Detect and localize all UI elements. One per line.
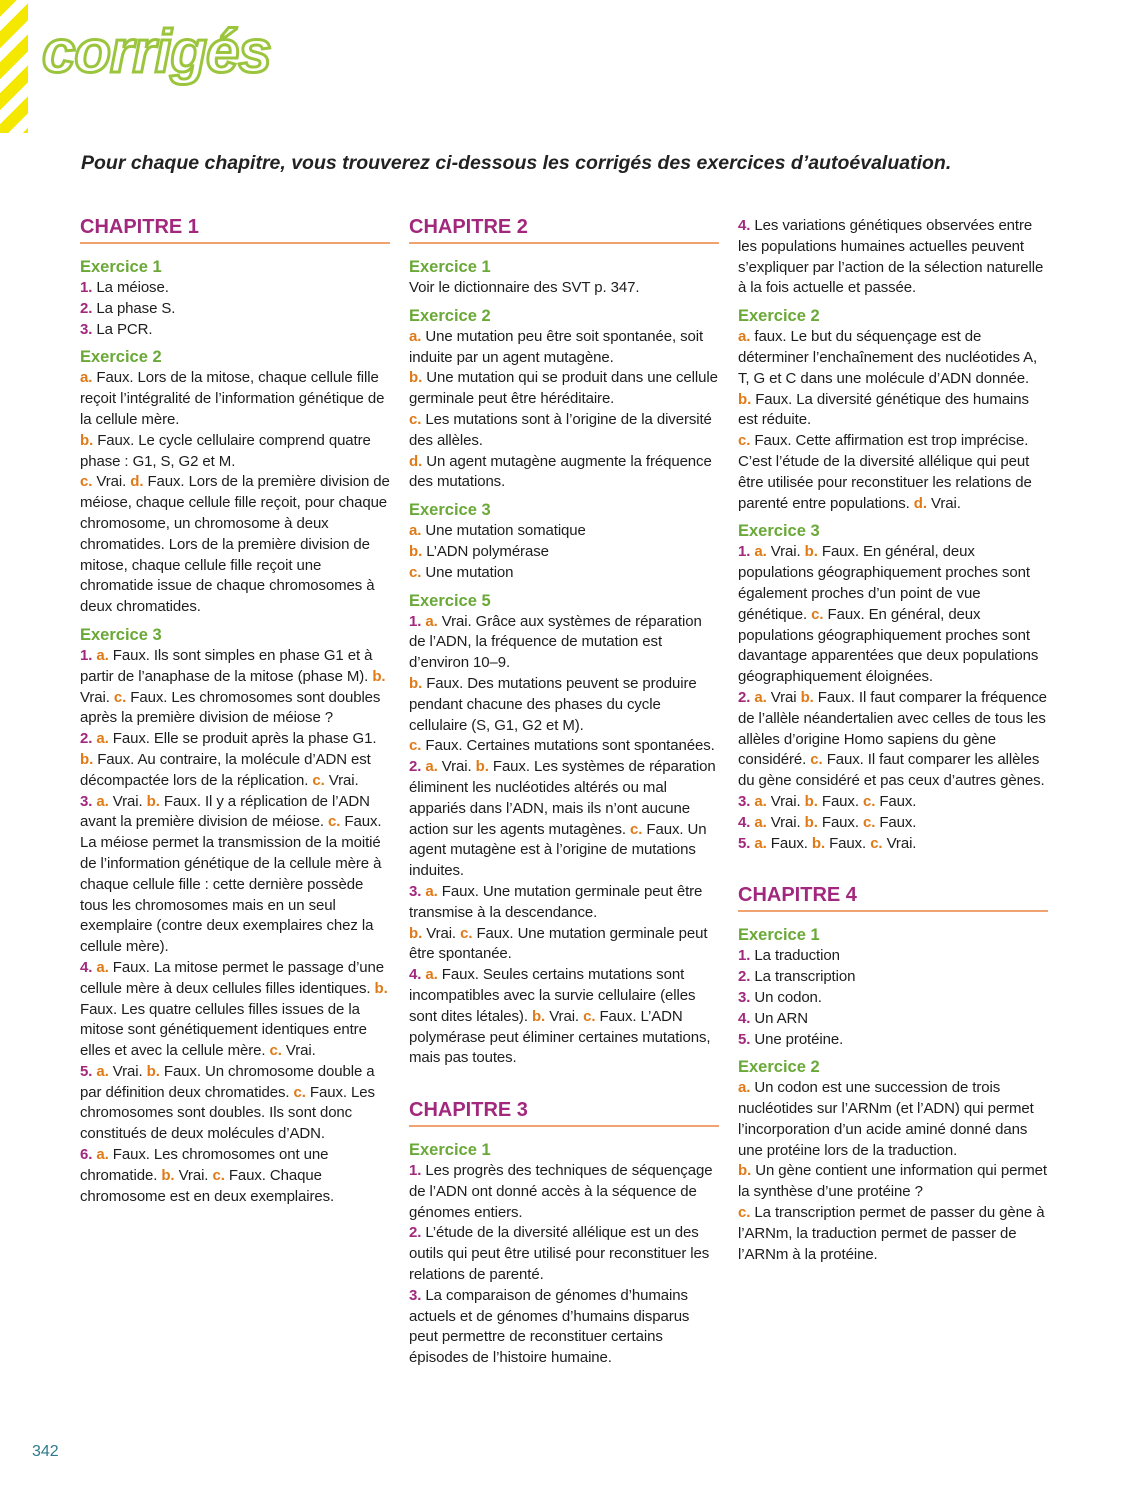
answer-item: 2. a. Vrai b. Faux. Il faut comparer la fréquence de l’allèle néandertalien avec celles de tous les allèles d’origine Homo sapiens du gène considéré. c. Faux. Il faut comparer les allèles du gène considéré et pas ceux d’autres gènes. xyxy=(738,688,1047,790)
answer-item: a. Faux. Lors de la mitose, chaque cellule fille reçoit l’intégralité de l’information génétique de la cellule mère. xyxy=(80,369,385,428)
answer-item: b. Vrai. c. Faux. Une mutation germinale peut être spontanée. xyxy=(409,924,708,963)
answer-item: 3. a. Faux. Une mutation germinale peut être transmise à la descendance. xyxy=(409,882,703,921)
answer-item: c. Une mutation xyxy=(409,563,514,581)
answer-item: 5. a. Faux. b. Faux. c. Vrai. xyxy=(738,834,917,852)
answer-item: b. Faux. Des mutations peuvent se produire pendant chacune des phases du cycle cellulaire (S, G1, G2 et M). xyxy=(409,674,697,734)
answer-item: 2. La phase S. xyxy=(80,299,176,317)
answer-item: a. Une mutation somatique xyxy=(409,522,586,540)
answer-item: 2. a. Faux. Elle se produit après la phase G1. b. Faux. Au contraire, la molécule d’ADN est décompactée lors de la réplication. c. Vrai. xyxy=(80,730,377,789)
intro-text: Pour chaque chapitre, vous trouverez ci-dessous les corrigés des exercices d’autoévaluation. xyxy=(81,152,952,174)
chapter-1-heading: CHAPITRE 1 xyxy=(80,216,390,244)
answer-item: a. Une mutation peu être soit spontanée, soit induite par un agent mutagène. xyxy=(409,327,704,366)
answer-item: d. Un agent mutagène augmente la fréquence des mutations. xyxy=(409,452,712,491)
answer-item: b. L’ADN polymérase xyxy=(409,542,549,560)
answer-item: c. Vrai. d. Faux. Lors de la première division de méiose, chaque cellule fille reçoit, pour chaque chromosome, un chromosome à deux chromatides. Lors de la première division de mitose, chaque cellule fille reçoit une chromatide issue de chaque chromosomes à deux chromatides. xyxy=(80,473,390,616)
answer-item: 1. Les progrès des techniques de séquençage de l’ADN ont donné accès à la séquence de génomes entiers. xyxy=(409,1162,713,1221)
answer-item: 1. a. Vrai. b. Faux. En général, deux populations géographiquement proches sont également proches d’un point de vue génétique. c. Faux. En général, deux populations géographiquement proches sont davantage apparentées que deux populations géographiquement éloignées. xyxy=(738,543,1039,686)
answer-item: Voir le dictionnaire des SVT p. 347. xyxy=(409,279,640,296)
answer-item: 3. a. Vrai. b. Faux. c. Faux. xyxy=(738,792,917,810)
answer-item: 2. a. Vrai. b. Faux. Les systèmes de réparation éliminent les nucléotides altérés ou mal appariés dans l’ADN, mais ils n’ont aucune action sur les agents mutagènes. c. Faux. Un agent mutagène est à l’origine de mutations induites. xyxy=(409,758,716,880)
column-3 xyxy=(738,216,1048,1265)
exercise-heading: Exercice 2 xyxy=(738,1058,820,1077)
exercise-heading: Exercice 1 xyxy=(409,258,491,276)
answer-item: 4. a. Faux. Seules certains mutations sont incompatibles avec la survie cellulaire (elles sont dites létales). b. Vrai. c. Faux. L’ADN polymérase peut éliminer certaines mutations, mais pas toutes. xyxy=(409,966,711,1067)
exercise-heading: Exercice 2 xyxy=(80,348,162,367)
exercise-heading: Exercice 2 xyxy=(738,307,820,326)
answer-item: c. Les mutations sont à l’origine de la diversité des allèles. xyxy=(409,410,712,449)
answer-item: 4. a. Vrai. b. Faux. c. Faux. xyxy=(738,813,917,831)
exercise-heading: Exercice 1 xyxy=(80,258,162,276)
chapter-2-heading: CHAPITRE 2 xyxy=(409,216,719,244)
answer-item: 2. La transcription xyxy=(738,968,856,986)
answer-item: 1. a. Faux. Ils sont simples en phase G1 et à partir de l’anaphase de la mitose (phase M). b. Vrai. c. Faux. Les chromosomes sont doubles après la première division de méiose ? xyxy=(80,646,386,727)
answer-item: b. Un gène contient une information qui permet la synthèse d’une protéine ? xyxy=(738,1162,1047,1201)
answer-item: b. Une mutation qui se produit dans une cellule germinale peut être héréditaire. xyxy=(409,369,718,408)
answer-item: 6. a. Faux. Les chromosomes ont une chromatide. b. Vrai. c. Faux. Chaque chromosome est en deux exemplaires. xyxy=(80,1146,335,1205)
answer-item: 1. a. Vrai. Grâce aux systèmes de réparation de l’ADN, la fréquence de mutation est d’environ 10–9. xyxy=(409,612,702,672)
column-1 xyxy=(80,216,390,1207)
answer-item: 3. La comparaison de génomes d’humains actuels et de génomes d’humains disparus peut permettre de reconstituer certains épisodes de l’histoire humaine. xyxy=(409,1286,690,1367)
answer-item: 1. La méiose. xyxy=(80,279,169,296)
exercise-heading: Exercice 3 xyxy=(409,501,491,520)
answer-item: 4. Un ARN xyxy=(738,1009,808,1027)
answer-item: 5. a. Vrai. b. Faux. Un chromosome double a par définition deux chromatides. c. Faux. Les chromosomes sont doubles. Ils sont donc constitués de deux molécules d’ADN. xyxy=(80,1062,375,1143)
answer-item: 3. Un codon. xyxy=(738,988,822,1006)
answer-item: 3. La PCR. xyxy=(80,320,153,338)
exercise-heading: Exercice 3 xyxy=(80,625,162,644)
answer-item: c. Faux. Cette affirmation est trop imprécise. C’est l’étude de la diversité allélique qui peut être utilisée pour reconstituer les relations de parenté entre populations. d. Vrai. xyxy=(738,432,1032,512)
chapter-3-heading: CHAPITRE 3 xyxy=(409,1099,719,1127)
answer-item: 4. a. Faux. La mitose permet le passage d’une cellule mère à deux cellules filles identiques. b. Faux. Les quatre cellules filles issues de la mitose sont génétiquement identiques entre elles et avec la cellule mère. c. Vrai. xyxy=(80,958,388,1060)
answer-item: a. Un codon est une succession de trois nucléotides sur l’ARNm (et l’ADN) qui permet l’incorporation d’un acide aminé donné dans une protéine lors de la traduction. xyxy=(738,1079,1034,1159)
answer-item: 2. L’étude de la diversité allélique est un des outils qui peut être utilisé pour reconstituer les relations de parenté. xyxy=(409,1224,710,1284)
page-number: 342 xyxy=(32,1443,59,1460)
yellow-stripes-decoration xyxy=(0,0,28,133)
exercise-heading: Exercice 5 xyxy=(409,591,491,610)
answer-item: 3. a. Vrai. b. Faux. Il y a réplication de l’ADN avant la première division de méiose. c. Faux. La méiose permet la transmission de la moitié de l’information génétique de la cellule mère à chaque cellule fille : cette dernière possède tous les chromosomes mais en un seul exemplaire (contre deux exemplaires chez la cellule mère). xyxy=(80,792,382,956)
answer-item: b. Faux. La diversité génétique des humains est réduite. xyxy=(738,390,1029,429)
answer-item: a. faux. Le but du séquençage est de déterminer l’enchaînement des nucléotides A, T, G et C dans une molécule d’ADN donnée. xyxy=(738,328,1038,387)
column-2 xyxy=(409,216,719,1369)
chapter-4-heading: CHAPITRE 4 xyxy=(738,884,1048,912)
page-title: corrigés xyxy=(42,18,271,85)
exercise-heading: Exercice 2 xyxy=(409,306,491,325)
answer-item: 1. La traduction xyxy=(738,947,840,965)
answer-item: 5. Une protéine. xyxy=(738,1030,844,1048)
answer-item: 4. Les variations génétiques observées entre les populations humaines actuelles peuvent s’expliquer par l’action de la sélection naturelle à la fois actuelle et passée. xyxy=(738,217,1044,297)
exercise-heading: Exercice 1 xyxy=(738,926,820,945)
answer-item: b. Faux. Le cycle cellulaire comprend quatre phase : G1, S, G2 et M. xyxy=(80,431,371,470)
answer-item: c. Faux. Certaines mutations sont spontanées. xyxy=(409,737,715,755)
exercise-heading: Exercice 3 xyxy=(738,522,820,541)
exercise-heading: Exercice 1 xyxy=(409,1141,491,1160)
answer-item: c. La transcription permet de passer du gène à l’ARNm, la traduction permet de passer de l’ARNm à la protéine. xyxy=(738,1204,1045,1263)
